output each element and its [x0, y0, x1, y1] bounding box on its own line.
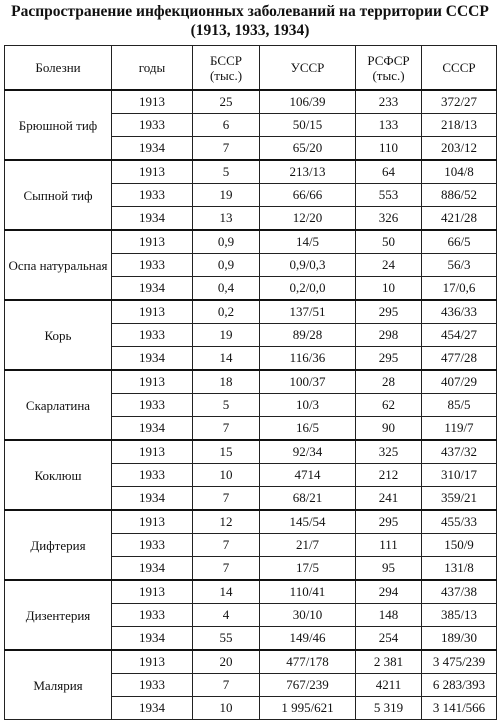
rsfsr-cell: 241	[356, 487, 422, 511]
rsfsr-cell: 28	[356, 370, 422, 394]
ussr-cell: 50/15	[260, 114, 356, 137]
ussr-cell: 89/28	[260, 324, 356, 347]
disease-table	[4, 45, 497, 720]
sssr-cell: 436/33	[422, 300, 497, 324]
rsfsr-cell: 95	[356, 557, 422, 581]
rsfsr-cell: 50	[356, 230, 422, 254]
year-cell: 1933	[112, 324, 193, 347]
year-cell: 1934	[112, 137, 193, 161]
sssr-cell: 150/9	[422, 534, 497, 557]
year-cell: 1933	[112, 114, 193, 137]
rsfsr-cell: 295	[356, 347, 422, 371]
bssr-cell: 18	[193, 370, 260, 394]
year-cell: 1933	[112, 604, 193, 627]
ussr-cell: 145/54	[260, 510, 356, 534]
rsfsr-cell: 326	[356, 207, 422, 231]
table-row	[5, 440, 497, 464]
sssr-cell: 218/13	[422, 114, 497, 137]
disease-name-cell: Дифтерия	[5, 510, 112, 580]
year-cell: 1934	[112, 277, 193, 301]
bssr-cell: 14	[193, 580, 260, 604]
ussr-cell: 14/5	[260, 230, 356, 254]
sssr-cell: 6 283/393	[422, 674, 497, 697]
ussr-cell: 66/66	[260, 184, 356, 207]
sssr-cell: 119/7	[422, 417, 497, 441]
bssr-cell: 4	[193, 604, 260, 627]
rsfsr-cell: 10	[356, 277, 422, 301]
sssr-cell: 886/52	[422, 184, 497, 207]
year-cell: 1913	[112, 440, 193, 464]
ussr-cell: 10/3	[260, 394, 356, 417]
bssr-cell: 25	[193, 90, 260, 114]
rsfsr-cell: 254	[356, 627, 422, 651]
page-title	[0, 0, 500, 43]
disease-name-cell: Сыпной тиф	[5, 160, 112, 230]
sssr-cell: 310/17	[422, 464, 497, 487]
rsfsr-cell: 64	[356, 160, 422, 184]
ussr-cell: 116/36	[260, 347, 356, 371]
bssr-cell: 10	[193, 697, 260, 720]
disease-name-cell: Брюшной тиф	[5, 90, 112, 160]
ussr-cell: 767/239	[260, 674, 356, 697]
header-sssr: СССР	[422, 46, 497, 91]
ussr-cell: 149/46	[260, 627, 356, 651]
disease-name-cell: Скарлатина	[5, 370, 112, 440]
bssr-cell: 13	[193, 207, 260, 231]
table-row	[5, 230, 497, 254]
ussr-cell: 12/20	[260, 207, 356, 231]
bssr-cell: 6	[193, 114, 260, 137]
rsfsr-cell: 110	[356, 137, 422, 161]
ussr-cell: 0,2/0,0	[260, 277, 356, 301]
table-body	[5, 90, 497, 720]
bssr-cell: 7	[193, 534, 260, 557]
year-cell: 1933	[112, 394, 193, 417]
disease-name-cell: Оспа натуральная	[5, 230, 112, 300]
table-row	[5, 300, 497, 324]
sssr-cell: 421/28	[422, 207, 497, 231]
sssr-cell: 437/38	[422, 580, 497, 604]
ussr-cell: 65/20	[260, 137, 356, 161]
table-row	[5, 90, 497, 114]
ussr-cell: 1 995/621	[260, 697, 356, 720]
year-cell: 1913	[112, 160, 193, 184]
bssr-cell: 12	[193, 510, 260, 534]
rsfsr-cell: 325	[356, 440, 422, 464]
bssr-cell: 19	[193, 324, 260, 347]
year-cell: 1913	[112, 90, 193, 114]
rsfsr-cell: 133	[356, 114, 422, 137]
sssr-cell: 454/27	[422, 324, 497, 347]
year-cell: 1913	[112, 580, 193, 604]
ussr-cell: 92/34	[260, 440, 356, 464]
sssr-cell: 455/33	[422, 510, 497, 534]
ussr-cell: 0,9/0,3	[260, 254, 356, 277]
bssr-cell: 14	[193, 347, 260, 371]
year-cell: 1913	[112, 300, 193, 324]
disease-name-cell: Малярия	[5, 650, 112, 720]
sssr-cell: 3 475/239	[422, 650, 497, 674]
sssr-cell: 104/8	[422, 160, 497, 184]
sssr-cell: 407/29	[422, 370, 497, 394]
year-cell: 1934	[112, 417, 193, 441]
rsfsr-cell: 24	[356, 254, 422, 277]
sssr-cell: 437/32	[422, 440, 497, 464]
ussr-cell: 213/13	[260, 160, 356, 184]
header-years: годы	[112, 46, 193, 91]
bssr-cell: 0,9	[193, 230, 260, 254]
year-cell: 1934	[112, 557, 193, 581]
year-cell: 1933	[112, 184, 193, 207]
rsfsr-cell: 4211	[356, 674, 422, 697]
title-line-1: Распространение инфекционных заболеваний на территории СССР	[11, 3, 489, 20]
sssr-cell: 359/21	[422, 487, 497, 511]
sssr-cell: 372/27	[422, 90, 497, 114]
ussr-cell: 17/5	[260, 557, 356, 581]
header-ussr: УССР	[260, 46, 356, 91]
bssr-cell: 7	[193, 674, 260, 697]
ussr-cell: 100/37	[260, 370, 356, 394]
sssr-cell: 66/5	[422, 230, 497, 254]
year-cell: 1934	[112, 627, 193, 651]
year-cell: 1934	[112, 207, 193, 231]
ussr-cell: 477/178	[260, 650, 356, 674]
rsfsr-cell: 294	[356, 580, 422, 604]
year-cell: 1933	[112, 464, 193, 487]
year-cell: 1913	[112, 370, 193, 394]
ussr-cell: 21/7	[260, 534, 356, 557]
year-cell: 1934	[112, 697, 193, 720]
bssr-cell: 55	[193, 627, 260, 651]
rsfsr-cell: 111	[356, 534, 422, 557]
bssr-cell: 0,9	[193, 254, 260, 277]
header-bssr: БССР (тыс.)	[193, 46, 260, 91]
bssr-cell: 0,2	[193, 300, 260, 324]
table-row	[5, 510, 497, 534]
rsfsr-cell: 5 319	[356, 697, 422, 720]
rsfsr-cell: 2 381	[356, 650, 422, 674]
sssr-cell: 189/30	[422, 627, 497, 651]
sssr-cell: 385/13	[422, 604, 497, 627]
table-row	[5, 370, 497, 394]
title-line-2: (1913, 1933, 1934)	[190, 22, 310, 39]
ussr-cell: 68/21	[260, 487, 356, 511]
sssr-cell: 131/8	[422, 557, 497, 581]
header-row	[5, 46, 497, 91]
bssr-cell: 15	[193, 440, 260, 464]
rsfsr-cell: 553	[356, 184, 422, 207]
header-disease: Болезни	[5, 46, 112, 91]
sssr-cell: 203/12	[422, 137, 497, 161]
bssr-cell: 7	[193, 137, 260, 161]
rsfsr-cell: 212	[356, 464, 422, 487]
bssr-cell: 7	[193, 557, 260, 581]
sssr-cell: 85/5	[422, 394, 497, 417]
rsfsr-cell: 298	[356, 324, 422, 347]
disease-name-cell: Коклюш	[5, 440, 112, 510]
bssr-cell: 5	[193, 394, 260, 417]
rsfsr-cell: 233	[356, 90, 422, 114]
rsfsr-cell: 148	[356, 604, 422, 627]
year-cell: 1934	[112, 487, 193, 511]
year-cell: 1933	[112, 254, 193, 277]
ussr-cell: 137/51	[260, 300, 356, 324]
table-row	[5, 160, 497, 184]
year-cell: 1933	[112, 674, 193, 697]
sssr-cell: 17/0,6	[422, 277, 497, 301]
year-cell: 1933	[112, 534, 193, 557]
disease-name-cell: Корь	[5, 300, 112, 370]
rsfsr-cell: 90	[356, 417, 422, 441]
bssr-cell: 7	[193, 487, 260, 511]
year-cell: 1913	[112, 510, 193, 534]
table-row	[5, 650, 497, 674]
sssr-cell: 56/3	[422, 254, 497, 277]
rsfsr-cell: 295	[356, 300, 422, 324]
ussr-cell: 30/10	[260, 604, 356, 627]
rsfsr-cell: 62	[356, 394, 422, 417]
year-cell: 1913	[112, 650, 193, 674]
year-cell: 1913	[112, 230, 193, 254]
ussr-cell: 4714	[260, 464, 356, 487]
bssr-cell: 10	[193, 464, 260, 487]
sssr-cell: 477/28	[422, 347, 497, 371]
sssr-cell: 3 141/566	[422, 697, 497, 720]
rsfsr-cell: 295	[356, 510, 422, 534]
bssr-cell: 7	[193, 417, 260, 441]
ussr-cell: 110/41	[260, 580, 356, 604]
ussr-cell: 16/5	[260, 417, 356, 441]
bssr-cell: 19	[193, 184, 260, 207]
table-row	[5, 580, 497, 604]
bssr-cell: 5	[193, 160, 260, 184]
year-cell: 1934	[112, 347, 193, 371]
bssr-cell: 20	[193, 650, 260, 674]
disease-name-cell: Дизентерия	[5, 580, 112, 650]
header-rsfsr: РСФСР (тыс.)	[356, 46, 422, 91]
bssr-cell: 0,4	[193, 277, 260, 301]
ussr-cell: 106/39	[260, 90, 356, 114]
